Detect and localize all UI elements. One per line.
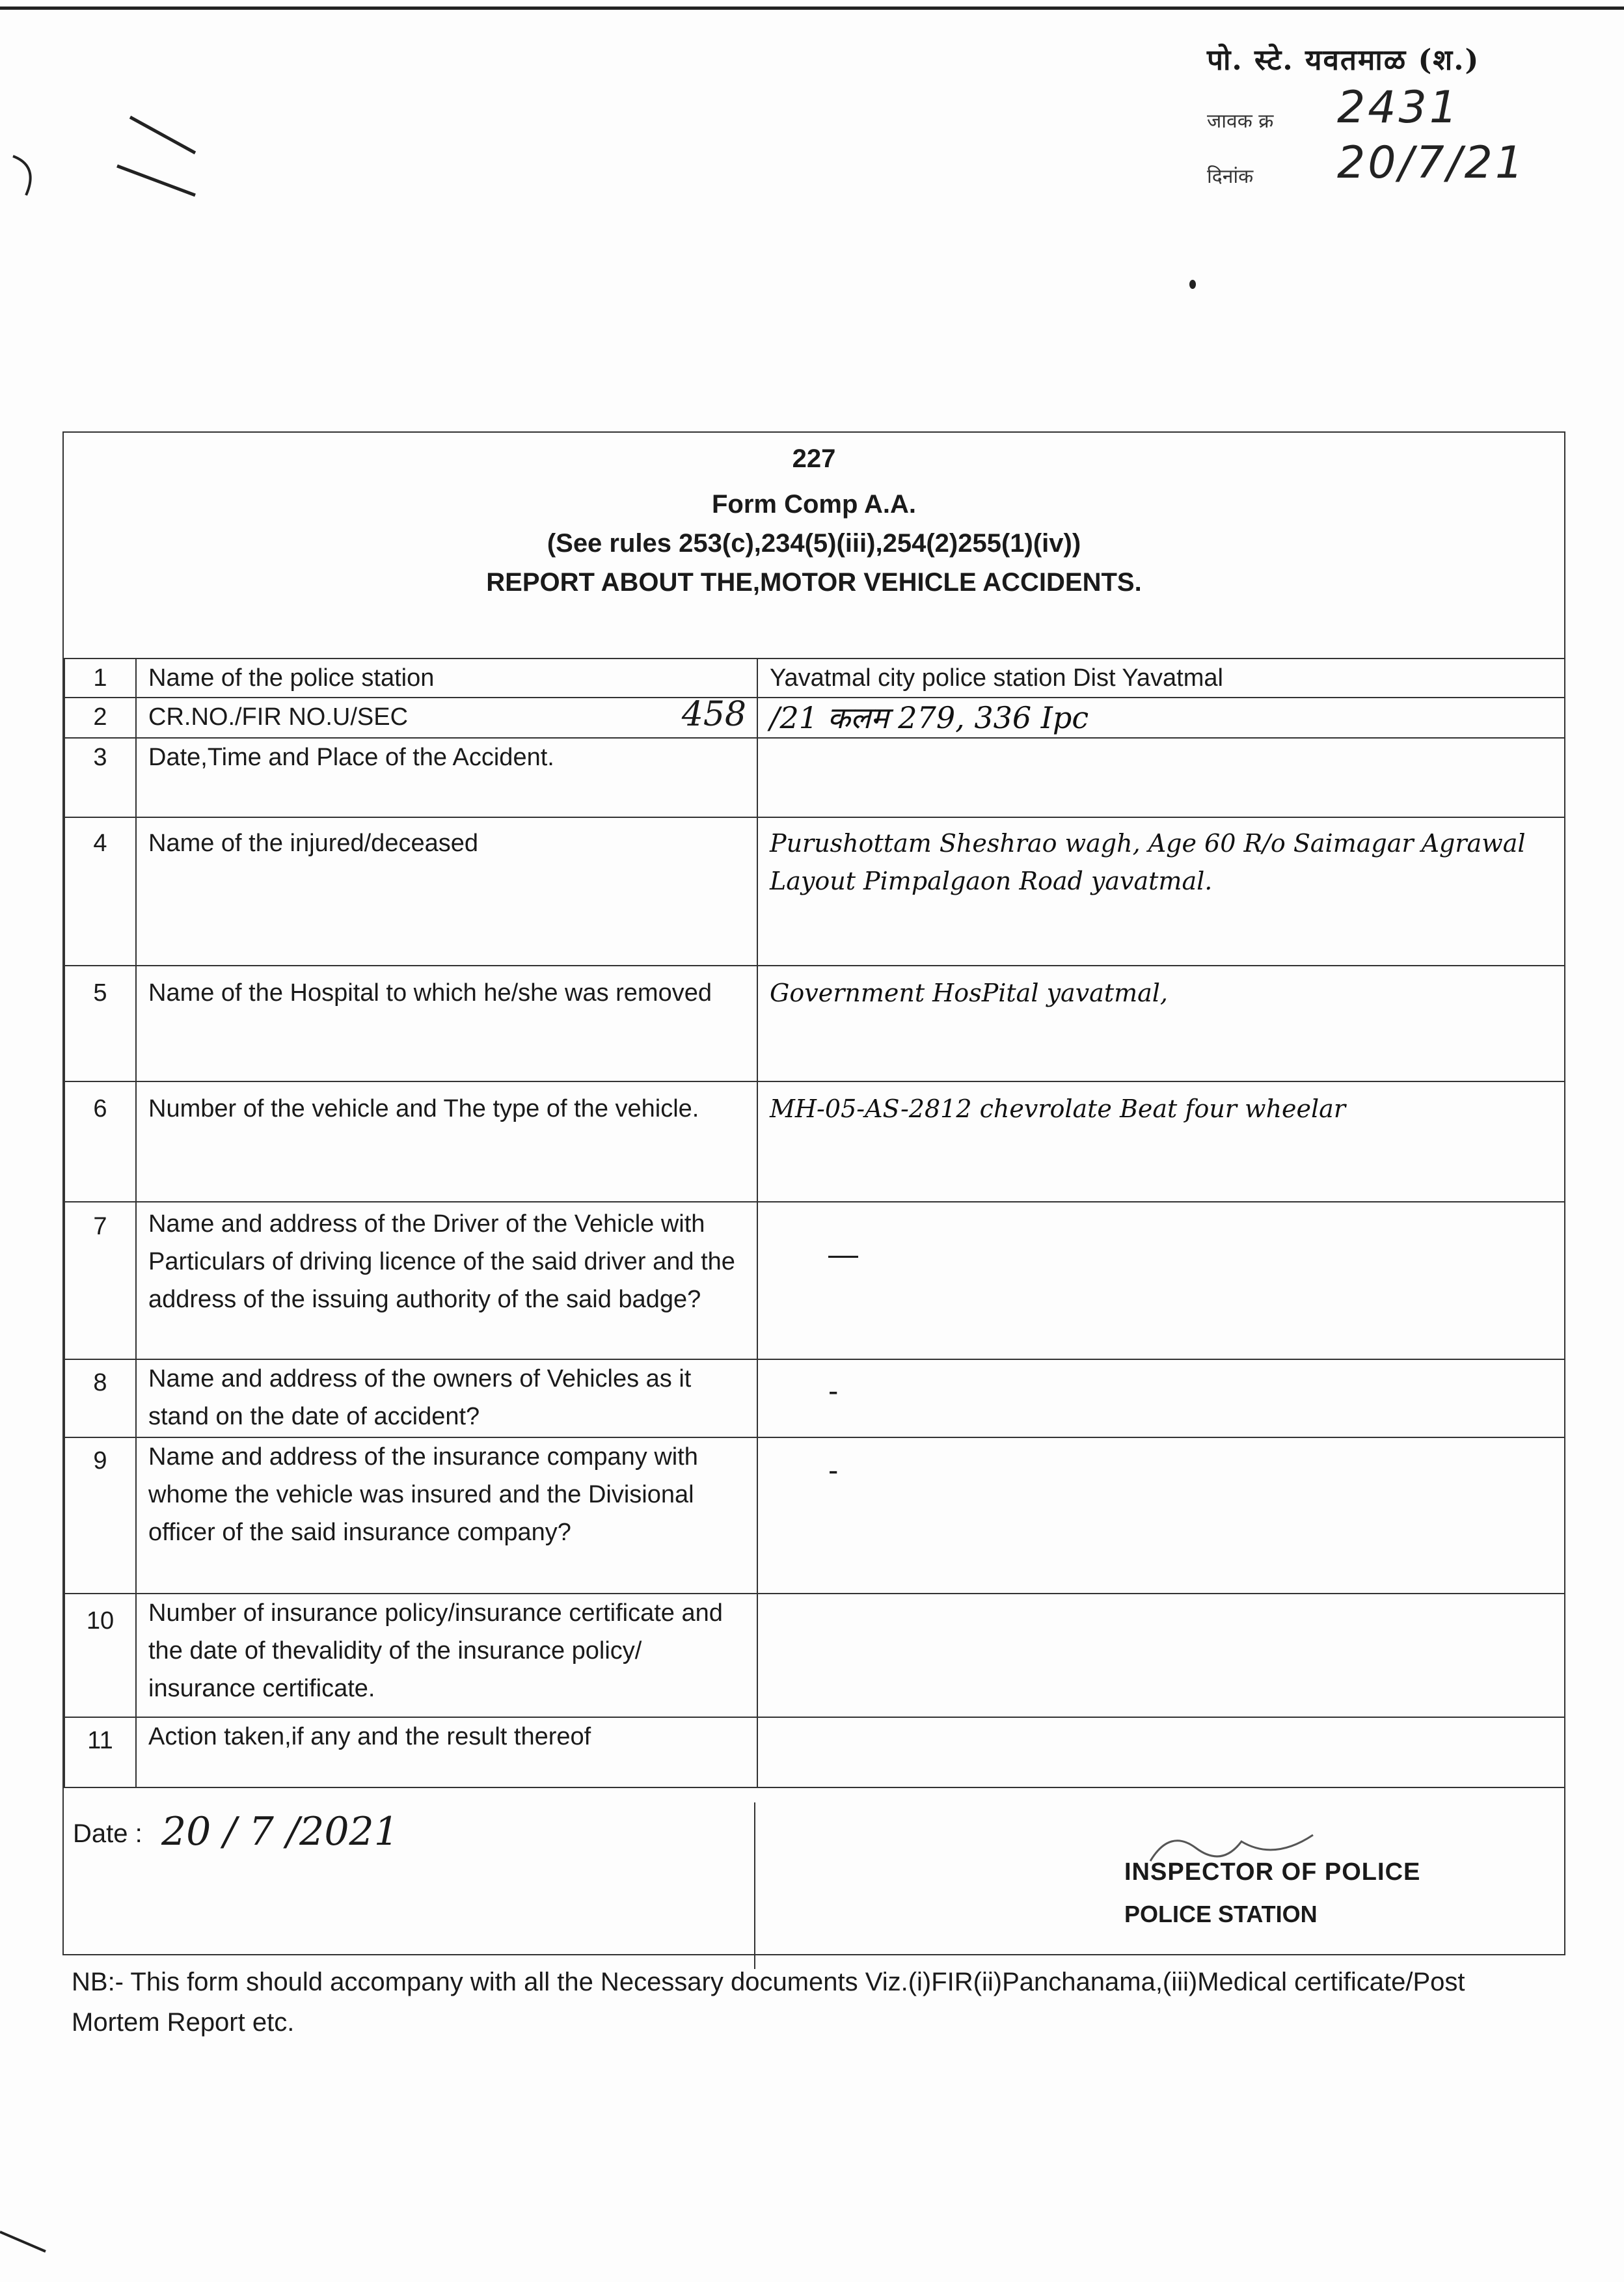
signature-section bbox=[64, 1802, 1564, 1969]
form-number: 227 bbox=[792, 444, 836, 473]
margin-mark bbox=[0, 2225, 78, 2264]
table-row bbox=[64, 698, 1565, 738]
table-row bbox=[64, 1717, 1565, 1787]
table-row bbox=[64, 659, 1565, 698]
row-question-text: CR.NO./FIR NO.U/SEC bbox=[148, 703, 409, 731]
row-answer-cell bbox=[757, 1202, 1565, 1359]
inward-stamp bbox=[1207, 39, 1571, 189]
form-heading: REPORT ABOUT THE,MOTOR VEHICLE ACCIDENTS. bbox=[486, 568, 1142, 597]
date-cell bbox=[64, 1802, 755, 1969]
form-rules: (See rules 253(c),234(5)(iii),254(2)255(1)(iv)) bbox=[547, 529, 1081, 558]
row-answer bbox=[757, 1717, 1565, 1787]
table-row bbox=[64, 966, 1565, 1081]
row-number: 6 bbox=[64, 1081, 136, 1202]
row-number: 7 bbox=[64, 1202, 136, 1359]
row-question: Date,Time and Place of the Accident. bbox=[136, 738, 757, 817]
row-number: 10 bbox=[64, 1594, 136, 1717]
signatory-block bbox=[1124, 1858, 1489, 1928]
row-number: 11 bbox=[64, 1717, 136, 1787]
row-question: Number of the vehicle and The type of the vehicle. bbox=[136, 1081, 757, 1202]
row-question: Action taken,if any and the result thereof bbox=[136, 1717, 757, 1787]
row-answer: MH-05-AS-2812 chevrolate Beat four wheelar bbox=[757, 1081, 1565, 1202]
row-number: 3 bbox=[64, 738, 136, 817]
signatory-station: POLICE STATION bbox=[1124, 1901, 1318, 1927]
nb-note: NB:- This form should accompany with all the Necessary documents Viz.(i)FIR(ii)Panchanama,(iii)Medical certificate/Post Mortem Report etc. bbox=[64, 1954, 1564, 2049]
row-question: Name of the Hospital to which he/she was removed bbox=[136, 966, 757, 1081]
stamp-station: पो. स्टे. यवतमाळ (श.) bbox=[1207, 44, 1480, 77]
stamp-inward-no: 2431 bbox=[1337, 82, 1461, 133]
row-question: Name and address of the Driver of the Vehicle with Particulars of driving licence of the said driver and the address of the issuing authority of the said badge? bbox=[136, 1202, 757, 1359]
table-row bbox=[64, 738, 1565, 817]
row-number: 4 bbox=[64, 817, 136, 966]
fir-number: 458 bbox=[681, 695, 746, 734]
row-question: Name of the police station bbox=[136, 659, 757, 698]
row-answer: Purushottam Sheshrao wagh, Age 60 R/o Saimagar Agrawal Layout Pimpalgaon Road yavatmal. bbox=[757, 817, 1565, 966]
row-answer: /21 कलम 279, 336 Ipc bbox=[757, 698, 1565, 738]
row-answer bbox=[757, 738, 1565, 817]
row-question: Name of the injured/deceased bbox=[136, 817, 757, 966]
table-row bbox=[64, 817, 1565, 966]
date-label: Date : bbox=[73, 1819, 142, 1848]
row-answer: Government HosPital yavatmal, bbox=[757, 966, 1565, 1081]
row-answer bbox=[757, 1594, 1565, 1717]
signatory-title: INSPECTOR OF POLICE bbox=[1124, 1858, 1421, 1886]
row-answer-cell bbox=[757, 1359, 1565, 1437]
row-question: Name and address of the insurance company with whome the vehicle was insured and the Divisional officer of the said insurance company? bbox=[136, 1437, 757, 1594]
row-answer: Yavatmal city police station Dist Yavatmal bbox=[757, 659, 1565, 698]
row-number: 2 bbox=[64, 698, 136, 738]
stamp-date-value: 20/7/21 bbox=[1337, 137, 1526, 189]
table-row bbox=[64, 1359, 1565, 1437]
accident-report-form bbox=[62, 431, 1565, 2037]
row-question: Name and address of the owners of Vehicles as it stand on the date of accident? bbox=[136, 1359, 757, 1437]
form-header bbox=[64, 433, 1564, 602]
row-answer: - bbox=[828, 1374, 839, 1407]
row-number: 5 bbox=[64, 966, 136, 1081]
row-number: 8 bbox=[64, 1359, 136, 1437]
row-question: Number of insurance policy/insurance certificate and the date of thevalidity of the insurance policy/ insurance certificate. bbox=[136, 1594, 757, 1717]
row-answer: — bbox=[828, 1237, 858, 1271]
form-title: Form Comp A.A. bbox=[711, 490, 917, 519]
row-answer-cell bbox=[757, 1437, 1565, 1594]
table-row bbox=[64, 1081, 1565, 1202]
table-row bbox=[64, 1202, 1565, 1359]
row-number: 9 bbox=[64, 1437, 136, 1594]
table-row bbox=[64, 1594, 1565, 1717]
ink-dot bbox=[1189, 280, 1196, 289]
top-edge-line bbox=[0, 7, 1624, 10]
margin-pen-marks bbox=[0, 104, 221, 247]
date-value: 20 / 7 /2021 bbox=[161, 1809, 399, 1854]
stamp-date-label: दिनांक bbox=[1207, 165, 1254, 188]
report-table bbox=[64, 658, 1565, 1788]
row-answer: - bbox=[828, 1453, 839, 1487]
stamp-inward-label: जावक क्र bbox=[1207, 110, 1274, 133]
row-question bbox=[136, 695, 757, 738]
row-number: 1 bbox=[64, 659, 136, 698]
table-row bbox=[64, 1437, 1565, 1594]
